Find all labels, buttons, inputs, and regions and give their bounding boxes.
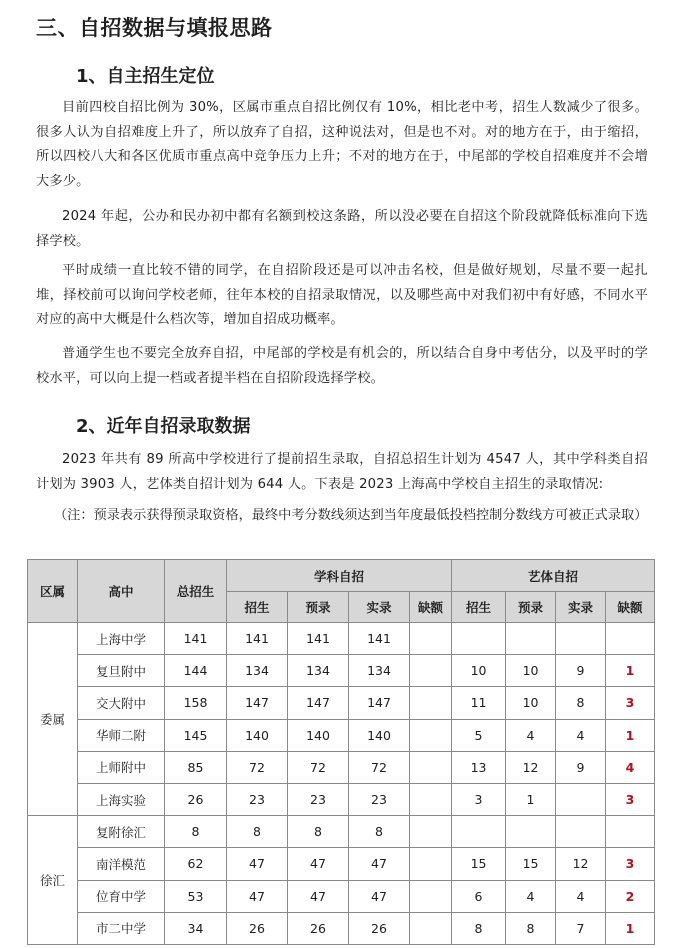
- art-cell: [506, 816, 556, 848]
- art-cell: 9: [556, 655, 606, 687]
- art-cell: 1: [606, 655, 655, 687]
- art-cell: 4: [556, 719, 606, 751]
- art-cell: 4: [506, 719, 556, 751]
- subsection-title-2: 2、近年自招录取数据: [76, 416, 251, 437]
- academic-cell: 140: [349, 719, 410, 751]
- art-cell: 4: [506, 880, 556, 912]
- header-school: 高中: [78, 560, 165, 623]
- academic-cell: 147: [227, 687, 288, 719]
- academic-cell: 141: [349, 623, 410, 655]
- paragraph-2: 2024 年起，公办和民办初中都有名额到校这条路，所以没必要在自招这个阶段就降低标准向下选择学校。: [36, 209, 648, 249]
- art-cell: 3: [606, 687, 655, 719]
- art-cell: [452, 623, 506, 655]
- art-cell: 1: [606, 912, 655, 944]
- academic-cell: 47: [227, 880, 288, 912]
- academic-cell: [410, 912, 452, 944]
- admission-table: [27, 559, 655, 945]
- academic-cell: 23: [349, 783, 410, 815]
- academic-cell: 147: [288, 687, 349, 719]
- academic-cell: 141: [227, 623, 288, 655]
- header-sub: 缺额: [606, 592, 655, 623]
- art-cell: 10: [452, 655, 506, 687]
- academic-cell: 26: [349, 912, 410, 944]
- art-cell: [556, 783, 606, 815]
- total-cell: 53: [165, 880, 227, 912]
- art-cell: 10: [506, 655, 556, 687]
- table-row: [28, 687, 655, 719]
- table-body: [28, 623, 655, 945]
- academic-cell: 72: [227, 751, 288, 783]
- total-cell: 85: [165, 751, 227, 783]
- academic-cell: [410, 687, 452, 719]
- academic-cell: 72: [288, 751, 349, 783]
- academic-cell: 8: [349, 816, 410, 848]
- paragraph-1: 目前四校自招比例为 30%，区属市重点自招比例仅有 10%，相比老中考，招生人数减少了很多。很多人认为自招难度上升了，所以放弃了自招，这种说法对，但是也不对。对的地方在于，由于缩招，所以四校八大和各区优质市重点高中竞争压力上升；不对的地方在于，中尾部的学校自招难度并不会增大多少。: [36, 100, 648, 189]
- art-cell: 15: [506, 848, 556, 880]
- table-row: [28, 623, 655, 655]
- total-cell: 8: [165, 816, 227, 848]
- total-cell: 62: [165, 848, 227, 880]
- art-cell: 8: [506, 912, 556, 944]
- art-cell: 5: [452, 719, 506, 751]
- district-cell: 委属: [28, 623, 78, 816]
- art-cell: [606, 623, 655, 655]
- academic-cell: [410, 623, 452, 655]
- total-cell: 144: [165, 655, 227, 687]
- academic-cell: 47: [349, 880, 410, 912]
- art-cell: 10: [506, 687, 556, 719]
- academic-cell: 147: [349, 687, 410, 719]
- academic-cell: [410, 751, 452, 783]
- academic-cell: [410, 848, 452, 880]
- school-cell: 华师二附: [78, 719, 165, 751]
- paragraph-5: 2023 年共有 89 所高中学校进行了提前招生录取，自招总招生计划为 4547 人，其中学科类自招计划为 3903 人，艺体类自招计划为 644 人。下表是 2023 上海高中学校自主招生的录取情况:: [36, 452, 648, 492]
- header-district: 区属: [28, 560, 78, 623]
- table-row: [28, 880, 655, 912]
- art-cell: 8: [556, 687, 606, 719]
- header-sub: 缺额: [410, 592, 452, 623]
- academic-cell: 140: [227, 719, 288, 751]
- school-cell: 上海中学: [78, 623, 165, 655]
- academic-cell: 134: [349, 655, 410, 687]
- art-cell: [556, 623, 606, 655]
- academic-cell: 47: [288, 880, 349, 912]
- table-row: [28, 719, 655, 751]
- art-cell: 6: [452, 880, 506, 912]
- art-cell: 7: [556, 912, 606, 944]
- academic-cell: 23: [227, 783, 288, 815]
- table-row: [28, 655, 655, 687]
- table-row: [28, 848, 655, 880]
- header-sub: 招生: [227, 592, 288, 623]
- table-row: [28, 816, 655, 848]
- school-cell: 交大附中: [78, 687, 165, 719]
- table-row: [28, 912, 655, 944]
- header-academic: 学科自招: [227, 560, 452, 592]
- academic-cell: 26: [288, 912, 349, 944]
- academic-cell: 72: [349, 751, 410, 783]
- academic-cell: 134: [227, 655, 288, 687]
- art-cell: [506, 623, 556, 655]
- art-cell: 4: [556, 880, 606, 912]
- academic-cell: 140: [288, 719, 349, 751]
- art-cell: 4: [606, 751, 655, 783]
- school-cell: 复旦附中: [78, 655, 165, 687]
- academic-cell: 8: [227, 816, 288, 848]
- total-cell: 158: [165, 687, 227, 719]
- academic-cell: [410, 880, 452, 912]
- art-cell: [556, 816, 606, 848]
- academic-cell: 8: [288, 816, 349, 848]
- table-row: [28, 783, 655, 815]
- academic-cell: 23: [288, 783, 349, 815]
- academic-cell: 26: [227, 912, 288, 944]
- academic-cell: 134: [288, 655, 349, 687]
- art-cell: 3: [606, 848, 655, 880]
- art-cell: 15: [452, 848, 506, 880]
- school-cell: 上师附中: [78, 751, 165, 783]
- art-cell: 12: [506, 751, 556, 783]
- total-cell: 141: [165, 623, 227, 655]
- school-cell: 位育中学: [78, 880, 165, 912]
- total-cell: 145: [165, 719, 227, 751]
- art-cell: 2: [606, 880, 655, 912]
- subsection-title-1: 1、自主招生定位: [76, 66, 215, 87]
- header-art: 艺体自招: [452, 560, 655, 592]
- art-cell: 13: [452, 751, 506, 783]
- academic-cell: [410, 655, 452, 687]
- section-title: 三、自招数据与填报思路: [36, 16, 273, 40]
- total-cell: 34: [165, 912, 227, 944]
- district-cell: 徐汇: [28, 816, 78, 945]
- school-cell: 南洋模范: [78, 848, 165, 880]
- academic-cell: 47: [288, 848, 349, 880]
- academic-cell: [410, 783, 452, 815]
- academic-cell: 47: [349, 848, 410, 880]
- art-cell: 1: [506, 783, 556, 815]
- header-sub: 实录: [349, 592, 410, 623]
- art-cell: 9: [556, 751, 606, 783]
- art-cell: 12: [556, 848, 606, 880]
- school-cell: 上海实验: [78, 783, 165, 815]
- header-sub: 预录: [288, 592, 349, 623]
- total-cell: 26: [165, 783, 227, 815]
- academic-cell: 47: [227, 848, 288, 880]
- art-cell: 3: [452, 783, 506, 815]
- academic-cell: 141: [288, 623, 349, 655]
- school-cell: 复附徐汇: [78, 816, 165, 848]
- header-sub: 实录: [556, 592, 606, 623]
- art-cell: 11: [452, 687, 506, 719]
- header-total: 总招生: [165, 560, 227, 623]
- academic-cell: [410, 816, 452, 848]
- art-cell: 1: [606, 719, 655, 751]
- table-row: [28, 751, 655, 783]
- paragraph-4: 普通学生也不要完全放弃自招，中尾部的学校是有机会的，所以结合自身中考估分，以及平时的学校水平，可以向上提一档或者提半档在自招阶段选择学校。: [36, 346, 648, 386]
- header-sub: 预录: [506, 592, 556, 623]
- art-cell: 8: [452, 912, 506, 944]
- paragraph-3: 平时成绩一直比较不错的同学，在自招阶段还是可以冲击名校，但是做好规划，尽量不要一起扎堆，择校前可以询问学校老师，往年本校的自招录取情况，以及哪些高中对我们初中有好感，不同水平对应的高中大概是什么档次等，增加自招成功概率。: [36, 263, 648, 328]
- table-note: （注：预录表示获得预录取资格，最终中考分数线须达到当年度最低投档控制分数线方可被正式录取）: [54, 508, 648, 523]
- art-cell: [606, 816, 655, 848]
- academic-cell: [410, 719, 452, 751]
- school-cell: 市二中学: [78, 912, 165, 944]
- art-cell: [452, 816, 506, 848]
- art-cell: 3: [606, 783, 655, 815]
- header-sub: 招生: [452, 592, 506, 623]
